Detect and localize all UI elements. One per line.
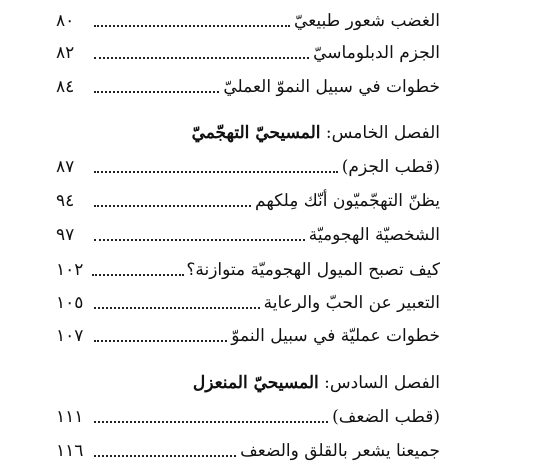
dot-leader — [94, 185, 251, 207]
toc-entry-title: يظنّ التهجّميّون أنّك مِلكهم — [255, 191, 440, 211]
toc-entry-title: (قطب الضعف) — [332, 407, 440, 427]
toc-entry-page: ٩٧ — [56, 225, 75, 245]
chapter-title: المسيحيّ التهجّميّ — [191, 123, 321, 143]
toc-entry — [56, 184, 440, 212]
toc-entry-page: ٨٢ — [56, 43, 75, 63]
dot-leader — [94, 435, 236, 457]
chapter-heading — [56, 121, 440, 149]
toc-entry-page: ١٠٢ — [56, 260, 84, 280]
toc-entry-page: ١١١ — [56, 407, 84, 427]
toc-entry-page: ١٠٥ — [56, 293, 84, 313]
toc-entry-page: ٨٠ — [56, 11, 75, 31]
toc-entry — [56, 253, 440, 281]
chapter-heading — [56, 371, 440, 399]
toc-entry-page: ٩٤ — [56, 191, 75, 211]
toc-entry — [56, 434, 440, 462]
toc-entry-title: خطوات عمليّة في سبيل النموّ — [231, 326, 440, 346]
toc-entry-page: ١١٦ — [56, 441, 84, 461]
toc-entry-title: خطوات في سبيل النموّ العمليّ — [223, 77, 440, 97]
toc-entry — [56, 400, 440, 428]
toc-entry-title: الجزم الدبلوماسيّ — [313, 43, 440, 63]
toc-entry-title: كيف تصبح الميول الهجوميّة متوازنة؟ — [186, 260, 440, 280]
toc-entry-page: ٨٤ — [56, 77, 75, 97]
dot-leader — [92, 254, 184, 276]
chapter-label: الفصل السادس: — [324, 373, 440, 393]
toc-entry — [56, 319, 440, 347]
toc-entry-title: (قطب الجزم) — [341, 157, 440, 177]
toc-entry — [56, 218, 440, 246]
dot-leader — [94, 320, 227, 342]
chapter-label: الفصل الخامس: — [325, 123, 440, 143]
dot-leader — [94, 401, 328, 423]
toc-entry — [56, 36, 440, 64]
dot-leader — [94, 287, 260, 309]
dot-leader — [94, 71, 219, 93]
toc-entry — [56, 70, 440, 98]
dot-leader — [94, 37, 309, 59]
dot-leader — [94, 5, 290, 27]
toc-entry-title: جميعنا يشعر بالقلق والضعف — [240, 441, 440, 461]
toc-entry-page: ٨٧ — [56, 157, 75, 177]
toc-entry — [56, 150, 440, 178]
dot-leader — [94, 219, 305, 241]
toc-entry-title: التعبير عن الحبّ والرعاية — [263, 293, 440, 313]
toc-entry — [56, 286, 440, 314]
toc-entry-title: الغضب شعور طبيعيّ — [294, 11, 440, 31]
toc-entry-page: ١٠٧ — [56, 326, 84, 346]
dot-leader — [94, 151, 338, 173]
toc-entry — [56, 4, 440, 32]
chapter-title: المسيحيّ المنعزل — [192, 373, 319, 393]
toc-entry-title: الشخصيّة الهجوميّة — [308, 225, 440, 245]
